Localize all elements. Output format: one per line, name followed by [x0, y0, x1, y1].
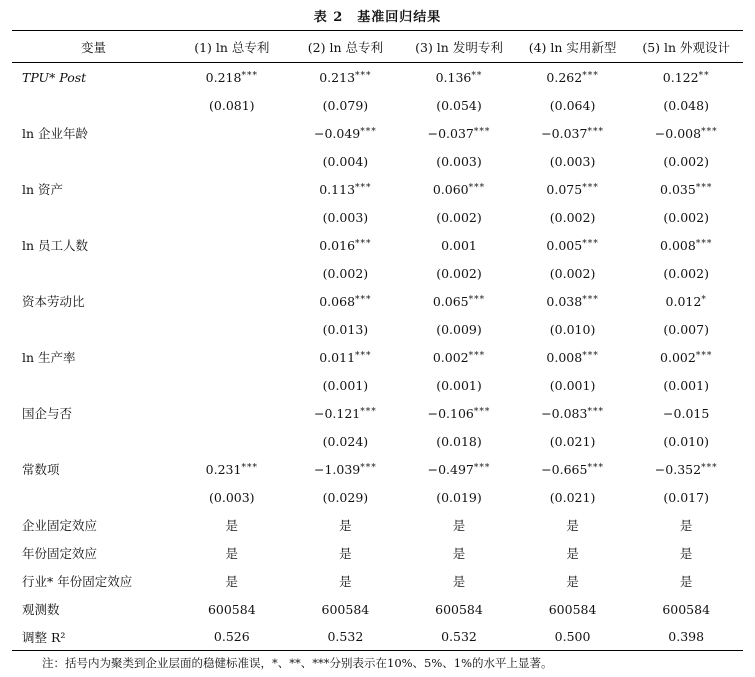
significance-stars: ***: [587, 126, 604, 137]
table-row: [12, 455, 743, 483]
significance-stars: ***: [587, 406, 604, 417]
table-row: [12, 427, 743, 455]
coef-cell: [175, 119, 289, 147]
significance-stars: ***: [473, 126, 491, 137]
coef-cell: [289, 175, 403, 203]
coef-cell: [175, 231, 289, 259]
row-label: 常数项: [22, 462, 60, 477]
significance-stars: ***: [355, 350, 372, 361]
header-col-2: (2) ln 总专利: [289, 31, 403, 63]
table-row: [12, 63, 743, 92]
row-label: ln 企业年龄: [22, 126, 89, 141]
coef-cell: [629, 287, 743, 315]
se-cell: (0.002): [663, 265, 709, 281]
table-row: [12, 315, 743, 343]
significance-stars: **: [471, 70, 483, 81]
header-col-4: (4) ln 实用新型: [516, 31, 630, 63]
footer-cell: 600584: [548, 601, 597, 617]
significance-stars: ***: [701, 462, 718, 473]
significance-stars: ***: [360, 406, 377, 417]
coef-value: 0.002: [432, 349, 469, 365]
footer-cell: 是: [452, 518, 466, 533]
table-row: [12, 623, 743, 651]
significance-stars: ***: [360, 462, 377, 473]
coef-value: −0.037: [427, 125, 474, 141]
table-row: [12, 399, 743, 427]
header-col-1: (1) ln 总专利: [175, 31, 289, 63]
coef-cell: [175, 343, 289, 371]
se-cell: (0.002): [549, 265, 596, 281]
row-label-empty: [12, 315, 175, 343]
se-cell: [175, 315, 289, 343]
footer-cell: 是: [566, 546, 579, 561]
se-cell: (0.064): [549, 97, 596, 113]
se-cell: (0.003): [436, 153, 482, 169]
coef-value: 0.231: [205, 461, 242, 477]
coef-value: −0.106: [427, 405, 474, 421]
se-cell: (0.024): [322, 433, 369, 449]
se-cell: [175, 427, 289, 455]
significance-stars: ***: [582, 182, 599, 193]
header-row: [12, 31, 743, 63]
se-cell: (0.001): [436, 377, 482, 393]
significance-stars: ***: [355, 238, 372, 249]
coef-value: −0.665: [541, 461, 588, 477]
se-cell: (0.009): [436, 321, 482, 337]
se-cell: (0.021): [549, 433, 596, 449]
row-label-empty: [12, 91, 175, 119]
coef-cell: [629, 455, 743, 483]
coef-value: −0.008: [654, 125, 702, 141]
se-cell: [175, 203, 289, 231]
coef-value: 0.065: [432, 293, 469, 309]
coef-cell: [175, 287, 289, 315]
coef-value: −0.049: [314, 125, 361, 141]
footer-cell: 是: [452, 546, 466, 561]
coef-value: −1.039: [314, 461, 361, 477]
coef-value: 0.068: [319, 293, 356, 309]
significance-stars: ***: [468, 182, 486, 193]
coef-cell: [289, 63, 403, 92]
se-cell: (0.013): [322, 321, 369, 337]
row-label-empty: [12, 147, 175, 175]
table-row: [12, 371, 743, 399]
se-cell: (0.081): [209, 97, 255, 113]
coef-value: 0.038: [546, 293, 583, 309]
se-cell: (0.021): [549, 489, 596, 505]
row-label-empty: [12, 427, 175, 455]
significance-stars: ***: [355, 182, 372, 193]
header-col-3: (3) ln 发明专利: [402, 31, 516, 63]
footer-cell: 是: [452, 574, 466, 589]
coef-value: 0.213: [319, 69, 356, 85]
coef-value: 0.012: [665, 293, 702, 309]
row-label: ln 资产: [22, 182, 64, 197]
significance-stars: ***: [355, 70, 372, 81]
se-cell: [175, 259, 289, 287]
footer-cell: 0.526: [175, 623, 289, 651]
coef-cell: [175, 399, 289, 427]
table-row: [12, 231, 743, 259]
table-row: [12, 287, 743, 315]
table-note: 注：括号内为聚类到企业层面的稳健标准误，*、**、***分别表示在10%、5%、1%的水平上显著。: [42, 656, 553, 670]
coef-value: 0.218: [205, 69, 242, 85]
coef-value: 0.136: [435, 69, 472, 85]
coef-cell: [516, 287, 630, 315]
coef-value: 0.016: [319, 237, 356, 253]
coef-value: 0.008: [660, 237, 696, 253]
significance-stars: ***: [582, 238, 599, 249]
coef-cell: [402, 231, 516, 259]
footer-cell: 是: [679, 546, 693, 561]
coef-value: −0.083: [541, 405, 588, 421]
coef-cell: [175, 175, 289, 203]
row-label-empty: [12, 203, 175, 231]
coef-cell: [629, 63, 743, 92]
significance-stars: ***: [695, 182, 713, 193]
se-cell: (0.010): [663, 433, 709, 449]
footer-cell: 是: [679, 574, 693, 589]
coef-value: −0.037: [541, 125, 588, 141]
row-label-empty: [12, 483, 175, 511]
table-row: [12, 259, 743, 287]
coef-cell: [289, 119, 403, 147]
footer-cell: 600584: [662, 601, 711, 617]
table-row: [12, 91, 743, 119]
table-row: [12, 203, 743, 231]
coef-cell: [402, 63, 516, 92]
table-row: [12, 147, 743, 175]
coef-value: 0.060: [432, 181, 469, 197]
coef-cell: [516, 63, 630, 92]
coef-cell: [402, 455, 516, 483]
table-body: [12, 63, 743, 651]
row-label: 企业固定效应: [22, 518, 98, 533]
coef-cell: [289, 399, 403, 427]
row-label: 年份固定效应: [22, 546, 98, 561]
coef-value: 0.075: [546, 181, 583, 197]
se-cell: (0.002): [436, 209, 482, 225]
se-cell: (0.017): [663, 489, 709, 505]
coef-cell: [516, 119, 630, 147]
footer-cell: 0.398: [629, 623, 743, 651]
table-title: 表 2 基准回归结果: [313, 10, 442, 25]
se-cell: (0.001): [322, 377, 369, 393]
table-row: [12, 175, 743, 203]
row-label-empty: [12, 259, 175, 287]
significance-stars: ***: [695, 238, 713, 249]
coef-value: 0.035: [660, 181, 696, 197]
se-cell: (0.048): [663, 97, 709, 113]
row-label: ln 员工人数: [22, 238, 89, 253]
coef-cell: [402, 119, 516, 147]
coef-value: 0.122: [662, 69, 699, 85]
row-label: 行业* 年份固定效应: [22, 574, 133, 589]
coef-cell: [516, 399, 630, 427]
footer-cell: 0.532: [402, 623, 516, 651]
se-cell: (0.002): [436, 265, 482, 281]
significance-stars: ***: [701, 126, 718, 137]
footer-cell: 是: [566, 574, 579, 589]
coef-cell: [516, 175, 630, 203]
se-cell: (0.001): [549, 377, 596, 393]
se-cell: (0.004): [322, 153, 369, 169]
coef-value: 0.262: [546, 69, 583, 85]
coef-cell: [289, 231, 403, 259]
row-label: 调整 R²: [12, 623, 175, 651]
table-row: [12, 343, 743, 371]
se-cell: (0.003): [549, 153, 596, 169]
footer-cell: 600584: [435, 601, 483, 617]
significance-stars: ***: [582, 294, 599, 305]
significance-stars: ***: [355, 294, 372, 305]
header-variable: 变量: [12, 31, 175, 63]
coef-cell: [629, 175, 743, 203]
header-col-5: (5) ln 外观设计: [629, 31, 743, 63]
coef-cell: [175, 63, 289, 92]
table-row: [12, 119, 743, 147]
row-label: ln 生产率: [22, 350, 76, 365]
se-cell: (0.054): [436, 97, 482, 113]
coef-value: 0.005: [546, 237, 583, 253]
coef-cell: [402, 343, 516, 371]
significance-stars: ***: [473, 406, 491, 417]
footer-cell: 600584: [321, 601, 370, 617]
footer-cell: 是: [566, 518, 579, 533]
coef-cell: [629, 343, 743, 371]
coef-cell: [629, 119, 743, 147]
footer-cell: 是: [339, 574, 352, 589]
se-cell: (0.001): [663, 377, 709, 393]
se-cell: (0.010): [549, 321, 596, 337]
coef-value: 0.001: [441, 237, 477, 253]
table-row: [12, 539, 743, 567]
coef-cell: [516, 455, 630, 483]
se-cell: (0.019): [436, 489, 482, 505]
footer-cell: 0.532: [289, 623, 403, 651]
footer-cell: 0.500: [516, 623, 630, 651]
se-cell: [175, 371, 289, 399]
coef-cell: [289, 287, 403, 315]
significance-stars: ***: [360, 126, 377, 137]
row-label: 资本劳动比: [22, 294, 85, 309]
significance-stars: ***: [241, 462, 258, 473]
table-row: [12, 567, 743, 595]
se-cell: (0.029): [322, 489, 369, 505]
footer-cell: 是: [225, 546, 239, 561]
coef-value: −0.497: [427, 461, 474, 477]
coef-cell: [402, 399, 516, 427]
significance-stars: ***: [468, 294, 486, 305]
footer-cell: 是: [225, 574, 239, 589]
se-cell: (0.079): [322, 97, 369, 113]
significance-stars: ***: [473, 462, 491, 473]
footer-cell: 600584: [207, 601, 256, 617]
footer-cell: 是: [339, 518, 352, 533]
se-cell: (0.007): [663, 321, 709, 337]
coef-value: −0.352: [654, 461, 702, 477]
table-row: [12, 511, 743, 539]
footer-cell: 是: [339, 546, 352, 561]
table-row: [12, 483, 743, 511]
se-cell: (0.003): [209, 489, 255, 505]
row-label-empty: [12, 371, 175, 399]
se-cell: (0.018): [436, 433, 482, 449]
coef-cell: [289, 343, 403, 371]
significance-stars: ***: [582, 70, 599, 81]
row-label: 观测数: [22, 602, 60, 617]
significance-stars: *: [701, 294, 707, 305]
se-cell: (0.002): [663, 153, 709, 169]
se-cell: (0.003): [322, 209, 369, 225]
coef-value: −0.015: [663, 405, 710, 421]
significance-stars: ***: [241, 70, 258, 81]
coef-cell: [402, 287, 516, 315]
coef-value: 0.002: [660, 349, 696, 365]
significance-stars: ***: [582, 350, 599, 361]
table-row: [12, 595, 743, 623]
se-cell: [175, 147, 289, 175]
coef-cell: [175, 455, 289, 483]
coef-cell: [629, 399, 743, 427]
significance-stars: ***: [587, 462, 604, 473]
coef-cell: [289, 455, 403, 483]
coef-cell: [629, 231, 743, 259]
row-label: 国企与否: [22, 406, 73, 421]
regression-table: [12, 30, 743, 651]
se-cell: (0.002): [549, 209, 596, 225]
se-cell: (0.002): [663, 209, 709, 225]
footer-cell: 是: [679, 518, 693, 533]
coef-value: 0.008: [546, 349, 583, 365]
coef-value: −0.121: [314, 405, 361, 421]
significance-stars: ***: [695, 350, 713, 361]
significance-stars: **: [698, 70, 710, 81]
row-label: TPU* Post: [22, 69, 87, 85]
se-cell: (0.002): [322, 265, 369, 281]
coef-cell: [516, 231, 630, 259]
coef-cell: [516, 343, 630, 371]
coef-value: 0.113: [319, 181, 356, 197]
coef-cell: [402, 175, 516, 203]
significance-stars: ***: [468, 350, 486, 361]
coef-value: 0.011: [319, 349, 356, 365]
footer-cell: 是: [225, 518, 239, 533]
